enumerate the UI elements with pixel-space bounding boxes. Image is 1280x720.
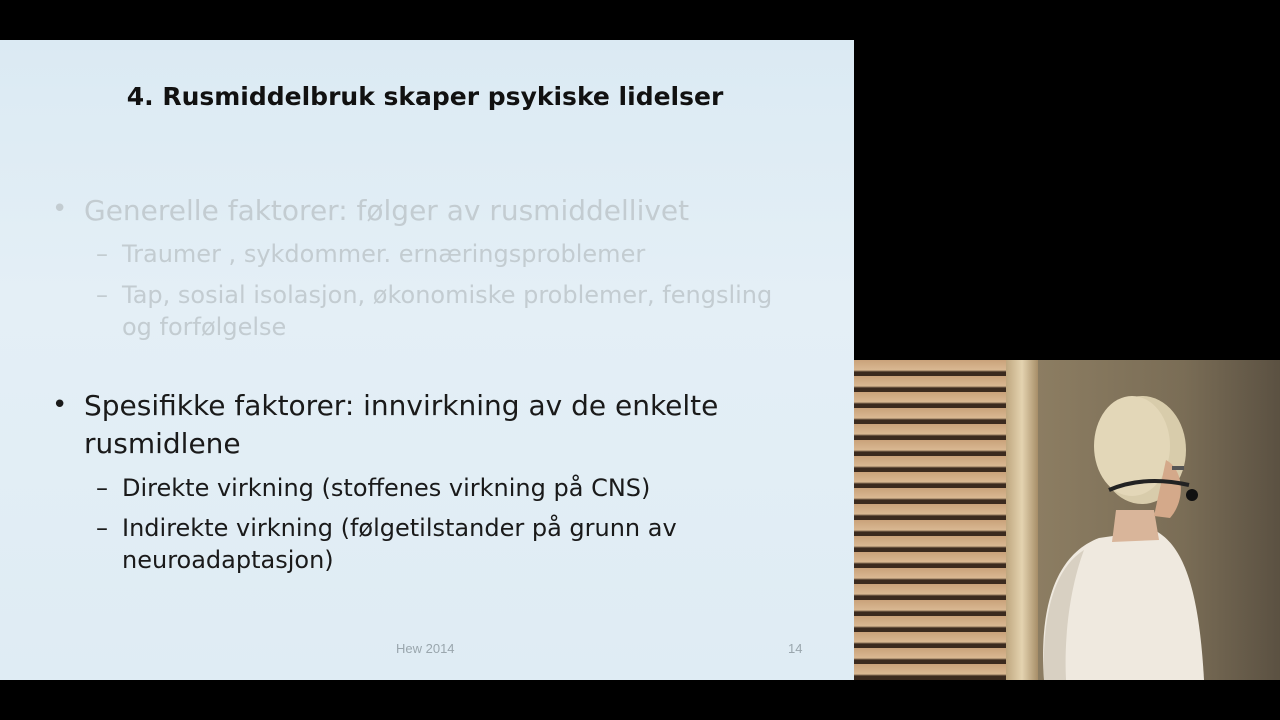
sub-bullet-indirekte-line2: neuroadaptasjon): [122, 546, 334, 574]
sub-bullet-traumer: Traumer , sykdommer. ernæringsproblemer: [122, 240, 646, 268]
sub-bullet-tap-line2: og forfølgelse: [122, 313, 287, 341]
sub-bullet-tap-line1: Tap, sosial isolasjon, økonomiske problemer, fengsling: [122, 281, 773, 309]
speaker-figure: [854, 360, 1280, 680]
slide-title: 4. Rusmiddelbruk skaper psykiske lidelser: [126, 82, 724, 111]
sub-bullet-direkte: Direkte virkning (stoffenes virkning på CNS): [122, 474, 651, 502]
sub-bullet-marker: –: [96, 514, 108, 542]
bullet-text-generelle: Generelle faktorer: følger av rusmiddellivet: [84, 194, 690, 227]
slide-footer: Hew 2014: [396, 641, 455, 656]
slide-page-number: 14: [788, 641, 803, 656]
speaker-video-inset: [854, 360, 1280, 680]
sub-bullet-marker: –: [96, 240, 108, 268]
sub-bullet-indirekte-line1: Indirekte virkning (følgetilstander på grunn av: [122, 514, 677, 542]
bullet-text-spesifikke-line2: rusmidlene: [84, 427, 241, 460]
bullet-text-spesifikke-line1: Spesifikke faktorer: innvirkning av de enkelte: [84, 389, 719, 422]
sub-bullet-marker: –: [96, 281, 108, 309]
presentation-slide: [0, 40, 854, 680]
sub-bullet-marker: –: [96, 474, 108, 502]
bullet-marker: •: [52, 390, 68, 420]
bullet-marker: •: [52, 194, 68, 224]
